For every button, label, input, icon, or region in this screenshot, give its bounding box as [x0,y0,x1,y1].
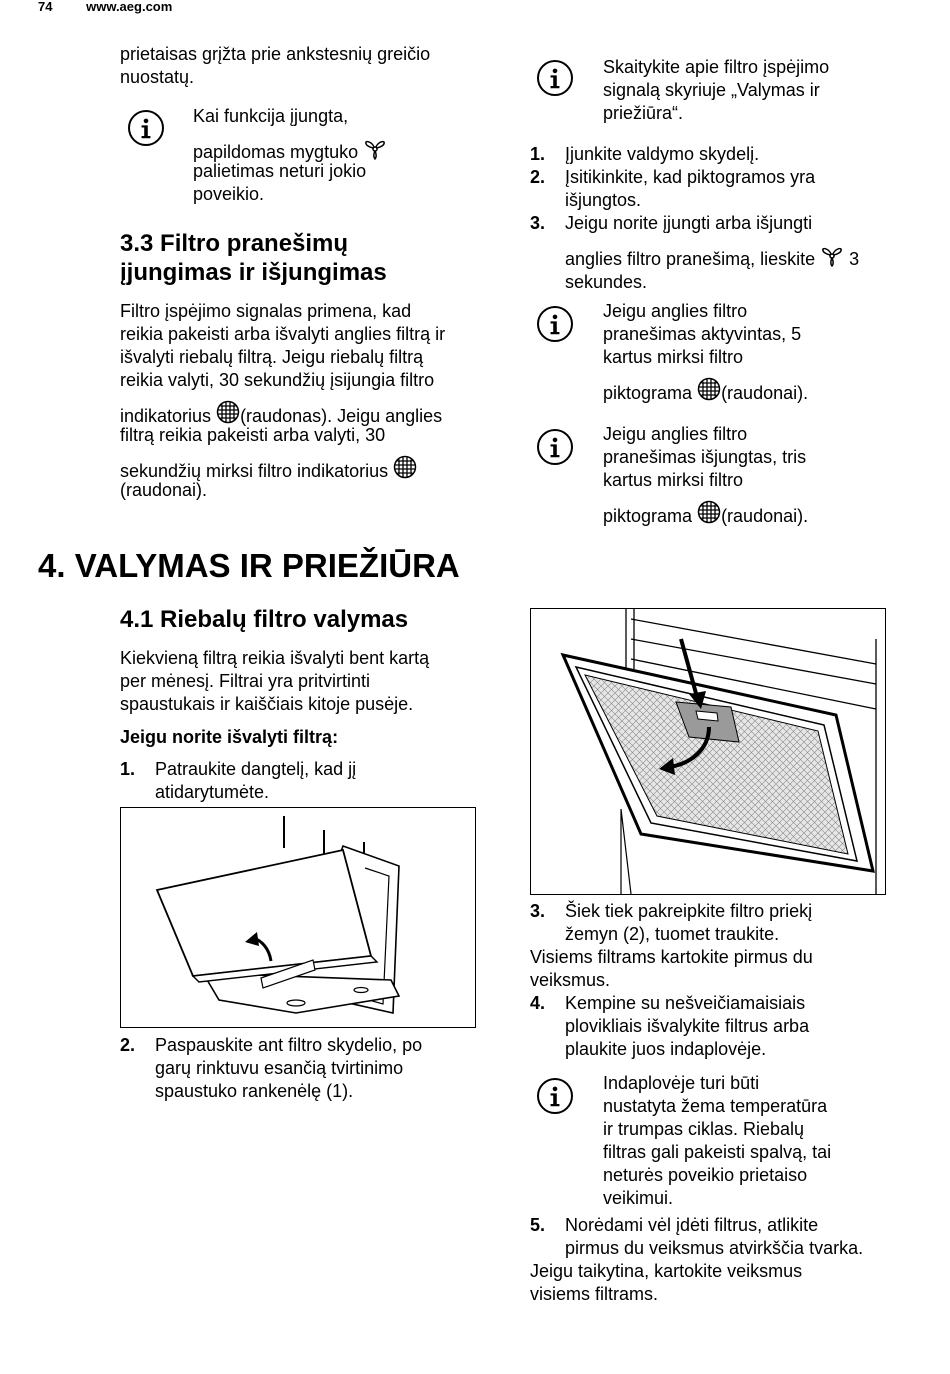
info-icon [537,429,573,465]
info-note-dishwasher: Indaplovėje turi būti nustatyta žema temperatūra ir trumpas ciklas. Riebalų filtras gali pakeisti spalvą, tai neturės poveikio prietaiso veikimui. [603,1073,832,1208]
section-3-3-text: Filtro įspėjimo signalas primena, kad reikia pakeisti arba išvalyti anglies filtrą ir išvalyti riebalų filtrą. Jeigu riebalų filtrą reikia valyti, 30 sekundžių įsijungia filtro indikatorius (raudonas). Jeigu anglies filtrą reikia pakeisti arba valyti, 30 sekundžių mirksi filtro indikatorius (raudonai). [120,301,446,500]
page-header [38,0,172,14]
grease-filter-icon [697,377,721,401]
list-item: 1. Įjunkite valdymo skydelį. [530,144,760,164]
info-icon [537,60,573,96]
list-item: 2. Paspauskite ant filtro skydelio, po garų rinktuvu esančią tvirtinimo spaustuko rankenėlę (1). [120,1035,423,1101]
header-url[interactable]: www.aeg.com [86,0,173,14]
intro-text: prietaisas grįžta prie ankstesnių greičio nuostatų. [120,44,431,87]
grease-filter-icon [216,400,240,424]
subheading: Jeigu norite išvalyti filtrą: [120,727,339,747]
fan-icon [363,136,387,160]
list-item: 2. Įsitikinkite, kad piktogramos yra išjungtos. [530,167,816,210]
info-note-activated: Jeigu anglies filtro pranešimas aktyvintas, 5 kartus mirksi filtro piktograma (raudonai). [603,301,809,403]
info-note-function: Kai funkcija įjungta, papildomas mygtuko palietimas neturi jokio poveikio. [193,105,483,206]
figure-filter-removal [530,608,886,895]
fan-icon [820,243,844,267]
list-item: 3. Jeigu norite įjungti arba išjungti anglies filtro pranešimą, lieskite 3 sekundes. [530,213,860,292]
info-icon [537,1078,573,1114]
section-4-1-text: Kiekvieną filtrą reikia išvalyti bent kartą per mėnesį. Filtrai yra pritvirtinti spaustukais ir kaiščiais kitoje pusėje. [120,648,430,714]
chapter-4-title: 4. VALYMAS IR PRIEŽIŪRA [38,547,460,584]
step5-continuation: Jeigu taikytina, kartokite veiksmus visiems filtrams. [530,1261,803,1304]
info-icon [537,306,573,342]
list-item: 1. Patraukite dangtelį, kad jį atidarytumėte. [120,759,357,802]
page-number: 74 [38,0,53,14]
section-4-1-title: 4.1 Riebalų filtro valymas [120,606,409,633]
list-item: 4. Kempine su nešveičiamaisiais plovikliais išvalykite filtrus arba plaukite juos indaplovėje. [530,993,810,1059]
section-3-3-title: 3.3 Filtro pranešimų įjungimas ir išjungimas [120,230,387,286]
list-item: 3. Šiek tiek pakreipkite filtro priekį žemyn (2), tuomet traukite. [530,901,813,944]
grease-filter-icon [697,500,721,524]
list-item: 5. Norėdami vėl įdėti filtrus, atlikite pirmus du veiksmus atvirkščia tvarka. [530,1215,864,1258]
grease-filter-icon [393,455,417,479]
figure-open-cover [120,807,476,1028]
filter-illustration [531,609,885,894]
info-icon [128,110,164,146]
info-note-deactivated: Jeigu anglies filtro pranešimas išjungtas, tris kartus mirksi filtro piktograma (raudonai). [603,424,809,526]
hood-illustration [121,808,475,1027]
step3-continuation: Visiems filtrams kartokite pirmus du veiksmus. [530,947,813,990]
info-note-read-filter: Skaitykite apie filtro įspėjimo signalą skyriuje „Valymas ir priežiūra“. [603,57,830,123]
